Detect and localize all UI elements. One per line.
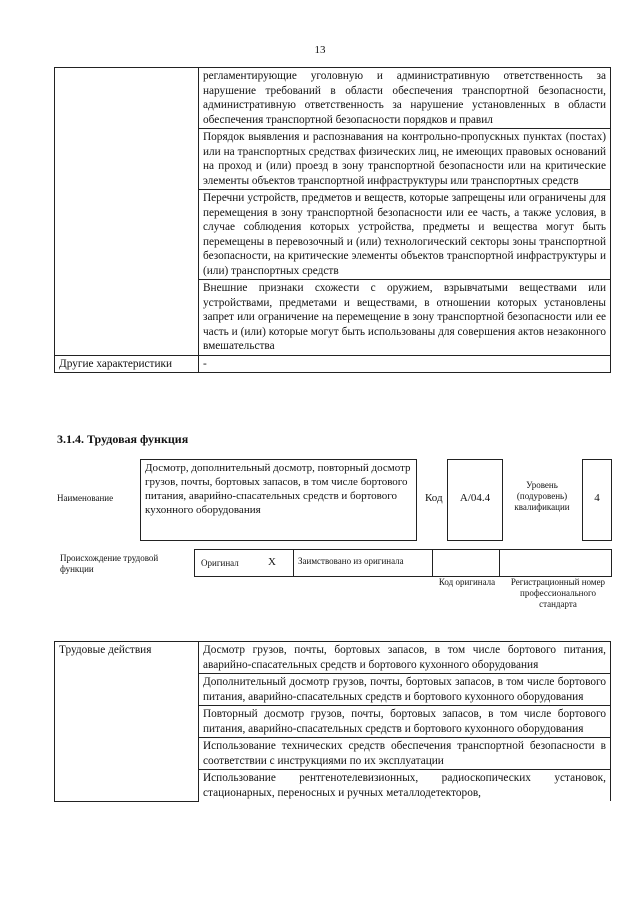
level-label: Уровень (подуровень) квалификации (514, 480, 570, 512)
labor-actions-label: Трудовые действия (55, 642, 199, 802)
original-code-caption: Код оригинала (438, 577, 496, 587)
table-cell-text: Перечни устройств, предметов и веществ, которые запрещены или ограничены для перемещения в зону транспортной безопасности или ее часть, а также условия, в случае соблюдения которых устройства, предметы и вещества могут быть перемещены в перевозочный и (или) технологический секторы зоны транспортной безопасности, на критические элементы объектов транспортной инфраструктуры и (или) транспортных средств (199, 190, 611, 280)
original-mark: X (268, 556, 276, 568)
table-cell-text: Повторный досмотр грузов, почты, бортовых запасов, в том числе бортового питания, аварийно-спасательных средств и бортового кухонного оборудования (199, 706, 611, 738)
knowledge-table (54, 67, 611, 373)
table-cell-text: Внешние признаки схожести с оружием, взрывчатыми веществами или устройствами, предметами и веществами, в отношении которых установлены запрет или ограничение на перемещение в зону транспортной безопасности или ее часть и (или) которые могут быть использованы для совершения актов незаконного вмешательства (199, 280, 611, 356)
original-box (194, 549, 294, 577)
table-row (55, 642, 611, 674)
registration-number-box (499, 549, 612, 577)
borrowed-label: Заимствовано из оригинала (298, 556, 404, 566)
table-cell-text: Дополнительный досмотр грузов, почты, бортовых запасов, в том числе бортового питания, аварийно-спасательных средств и бортового кухонного оборудования (199, 674, 611, 706)
function-name-box (140, 459, 417, 541)
section-title: 3.1.4. Трудовая функция (57, 432, 189, 446)
other-characteristics-label: Другие характеристики (55, 355, 199, 373)
origin-label: Происхождение трудовой функции (60, 553, 159, 574)
registration-caption: Регистрационный номер профессионального стандарта (510, 577, 606, 609)
table-cell-text: Досмотр грузов, почты, бортовых запасов, в том числе бортового питания, аварийно-спасательных средств и бортового кухонного оборудования (199, 642, 611, 674)
level-value: 4 (594, 492, 600, 504)
table-cell-text: Порядок выявления и распознавания на контрольно-пропускных пунктах (постах) или на транспортных средствах физических лиц, не имеющих правовых оснований на проход и (или) проезд в зону транспортной безопасности или на критические элементы объектов транспортной инфраструктуры или транспортных средств (199, 129, 611, 190)
name-label: Наименование (57, 493, 114, 503)
other-characteristics-value: - (199, 355, 611, 373)
table-row (55, 68, 611, 129)
original-code-box (432, 549, 500, 577)
level-box (582, 459, 612, 541)
original-label: Оригинал (201, 558, 239, 568)
table-cell-text: регламентирующие уголовную и административную ответственность за нарушение требований в области обеспечения транспортной безопасности, административную ответственность за нарушение установленных в области обеспечения транспортной безопасности порядков и правил (199, 68, 611, 129)
table-cell-text: Использование рентгенотелевизионных, радиоскопических установок, стационарных, переносных и ручных металлодетекторов, (199, 770, 611, 802)
code-value: А/04.4 (459, 492, 491, 504)
labor-actions-table (54, 641, 611, 802)
table-cell-text: Использование технических средств обеспечения транспортной безопасности в соответствии с инструкциями по их эксплуатации (199, 738, 611, 770)
page-number: 13 (314, 44, 326, 56)
borrowed-box (293, 549, 433, 577)
table-cell-left (55, 68, 199, 356)
code-label: Код (425, 492, 443, 504)
code-box (447, 459, 503, 541)
function-name-value: Досмотр, дополнительный досмотр, повторный досмотр грузов, почты, бортовых запасов, в том числе бортового питания, аварийно-спасательных средств и бортового кухонного оборудования (145, 462, 411, 516)
table-row (55, 355, 611, 373)
